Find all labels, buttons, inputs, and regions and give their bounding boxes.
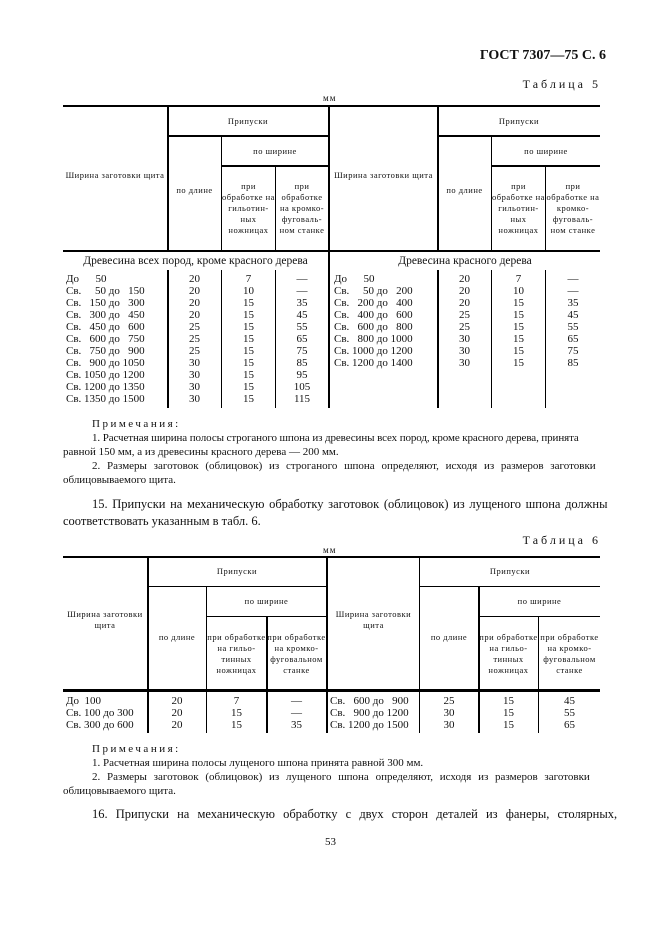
table-cell-range: До 100	[66, 695, 102, 707]
table-cell-range: Св. 1200 до 1350	[66, 381, 145, 393]
table6-notes-title: Примечания:	[92, 743, 181, 755]
paragraph-15-line1: 15. Припуски на механическую обработку заготовок (облицовок) из лущеного шпона должны	[92, 497, 608, 511]
table-cell-range: Св. 750 до 900	[66, 345, 145, 357]
page-number: 53	[325, 836, 336, 848]
table-cell-jointer: —	[291, 695, 302, 707]
table6-header-allowances-left: Припуски	[216, 566, 258, 576]
table-cell-length: 30	[189, 393, 200, 405]
table-cell-jointer: —	[296, 285, 308, 297]
table6-note1: 1. Расчетная ширина полосы лущеного шпона принята равной 300 мм.	[92, 757, 424, 769]
table6-header-width-left: Ширина заготовки щита	[67, 609, 143, 630]
table-cell-range: Св. 400 до 600	[334, 309, 413, 321]
table5-note1-line2: равной 150 мм, а из древесины красного дерева — 200 мм.	[63, 446, 339, 458]
table-cell-length: 30	[459, 357, 470, 369]
table5-header-length-left: по длине	[176, 184, 213, 195]
table-cell-jointer: 85	[296, 357, 308, 369]
document-header: ГОСТ 7307—75 С. 6	[479, 48, 606, 63]
table5-header-allowances-left: Припуски	[227, 115, 269, 126]
table6-header-guillotine-right: при обработке на гильо-тинных ножницах	[479, 631, 538, 675]
table-cell-jointer: 95	[296, 369, 308, 381]
table-cell-range: Св. 600 до 900	[330, 695, 409, 707]
table-cell-length: 30	[443, 707, 455, 719]
table-cell-range: Св. 50 до 200	[334, 285, 413, 297]
table-cell-length: 20	[459, 273, 470, 285]
table-cell-guillotine: 15	[243, 297, 254, 309]
table-cell-length: 25	[189, 321, 200, 333]
table-cell-length: 20	[459, 297, 470, 309]
table-cell-length: 20	[189, 309, 200, 321]
table-cell-guillotine: 15	[503, 719, 514, 731]
table5-group-title-right: Древесина красного дерева	[398, 255, 532, 267]
table-cell-jointer: 55	[296, 321, 308, 333]
table-cell-jointer: —	[567, 273, 579, 285]
table-cell-range: Св. 50 до 150	[66, 285, 145, 297]
table-cell-guillotine: 15	[231, 707, 242, 719]
table-cell-jointer: —	[296, 273, 308, 285]
table5-header-jointer-left: при обработке на кромко-фуговаль-ном станке	[279, 181, 325, 235]
table-cell-jointer: 85	[567, 357, 579, 369]
table6-header-length-right: по длине	[430, 631, 468, 642]
table-cell-range: Св. 800 до 1000	[334, 333, 413, 345]
table-cell-guillotine: 15	[513, 297, 524, 309]
table6-center-vline	[326, 557, 328, 733]
table-cell-jointer: 45	[564, 695, 575, 707]
table-cell-range: Св. 150 до 300	[66, 297, 145, 309]
table-cell-length: 25	[189, 333, 200, 345]
table5-note1-line1: 1. Расчетная ширина полосы строганого шпона из древесины всех пород, кроме красного дерева, принята	[92, 432, 579, 444]
table-cell-length: 20	[189, 273, 200, 285]
table-cell-jointer: 35	[567, 297, 579, 309]
table-cell-range: Св. 1200 до 1400	[334, 357, 413, 369]
table-cell-length: 20	[459, 285, 470, 297]
table-cell-guillotine: 15	[243, 381, 254, 393]
table5-header-width-right: Ширина заготовки щита	[334, 169, 433, 180]
table-cell-guillotine: 15	[513, 309, 524, 321]
table-cell-range: До 50	[66, 273, 107, 285]
table5-group-title-left: Древесина всех пород, кроме красного дерева	[83, 255, 308, 267]
table5-header-allowances-right: Припуски	[498, 115, 540, 126]
table-cell-jointer: 105	[293, 381, 311, 393]
table-cell-range: Св. 200 до 400	[334, 297, 413, 309]
table-cell-length: 20	[171, 695, 183, 707]
table-cell-length: 25	[189, 345, 200, 357]
table-cell-range: Св. 450 до 600	[66, 321, 145, 333]
table5-caption: Таблица 5	[522, 77, 601, 91]
table6-header-width-right: Ширина заготовки щита	[335, 609, 412, 630]
table-cell-jointer: —	[291, 707, 302, 719]
table-cell-guillotine: 15	[503, 695, 514, 707]
table-cell-guillotine: 15	[243, 369, 254, 381]
table-cell-length: 20	[189, 297, 200, 309]
table-cell-range: Св. 100 до 300	[66, 707, 134, 719]
table-cell-guillotine: 15	[513, 345, 524, 357]
table-cell-length: 20	[171, 719, 183, 731]
table5-note2-line1: 2. Размеры заготовок (облицовок) из строганого шпона определяют, исходя из размеров заготовки	[92, 460, 596, 472]
table-cell-length: 30	[459, 333, 470, 345]
table-cell-range: Св. 1350 до 1500	[66, 393, 145, 405]
table-cell-length: 30	[443, 719, 455, 731]
table-cell-length: 25	[459, 309, 470, 321]
table-cell-jointer: 65	[567, 333, 579, 345]
table6-header-bywidth-right: по ширине	[517, 596, 562, 606]
table-cell-range: Св. 300 до 600	[66, 719, 134, 731]
table-cell-guillotine: 7	[233, 695, 240, 707]
table-cell-jointer: 65	[296, 333, 308, 345]
table5-header-width-left: Ширина заготовки щита	[65, 169, 165, 180]
table-cell-jointer: 115	[293, 393, 311, 405]
table-cell-range: Св. 900 до 1200	[330, 707, 409, 719]
table5-header-length-right: по длине	[446, 184, 483, 195]
table5-header-bottom-rule	[63, 250, 600, 252]
table6-header-length-left: по длине	[158, 631, 196, 642]
table6-header-allowances-right: Припуски	[489, 566, 531, 576]
table-cell-length: 20	[171, 707, 183, 719]
table-cell-length: 30	[189, 381, 200, 393]
table-cell-guillotine: 15	[513, 357, 524, 369]
table-cell-guillotine: 10	[243, 285, 254, 297]
table-cell-guillotine: 15	[513, 321, 524, 333]
table6-note2-line1: 2. Размеры заготовок (облицовок) из лущеного шпона определяют, исходя из размеров заготовки	[92, 771, 590, 783]
table5-header-bywidth-right: по ширине	[524, 145, 568, 156]
paragraph-15-line2: соответствовать указанным в табл. 6.	[63, 514, 261, 528]
table-cell-guillotine: 15	[243, 321, 254, 333]
table-cell-guillotine: 7	[515, 273, 522, 285]
table-cell-range: Св. 300 до 450	[66, 309, 145, 321]
table5-unit: мм	[323, 93, 337, 103]
table-cell-range: Св. 1000 до 1200	[334, 345, 413, 357]
table-cell-guillotine: 7	[245, 273, 252, 285]
table-cell-jointer: 75	[567, 345, 579, 357]
table6-unit: мм	[323, 545, 337, 555]
table-cell-guillotine: 15	[503, 707, 514, 719]
table-cell-guillotine: 15	[243, 309, 254, 321]
table-cell-guillotine: 15	[231, 719, 242, 731]
table6-header-jointer-left: при обработке на кромко-фуговальном станке	[267, 631, 326, 675]
table-cell-guillotine: 15	[243, 345, 254, 357]
table5-header-bywidth-left: по ширине	[253, 145, 297, 156]
table-cell-guillotine: 15	[243, 357, 254, 369]
table-cell-range: Св. 600 до 800	[334, 321, 413, 333]
table-cell-jointer: 35	[296, 297, 308, 309]
table-cell-range: Св. 1050 до 1200	[66, 369, 145, 381]
table-cell-length: 20	[189, 285, 200, 297]
table-cell-jointer: 65	[564, 719, 575, 731]
table6-caption: Таблица 6	[522, 533, 601, 547]
table-cell-range: Св. 1200 до 1500	[330, 719, 409, 731]
table-cell-jointer: 55	[567, 321, 579, 333]
table6-header-bottom-rule	[63, 689, 600, 692]
table-cell-length: 25	[443, 695, 455, 707]
table-cell-range: До 50	[334, 273, 375, 285]
table-cell-length: 25	[459, 321, 470, 333]
table-cell-length: 30	[189, 369, 200, 381]
table5-note2-line2: облицовываемого щита.	[63, 474, 176, 486]
table-cell-guillotine: 15	[243, 333, 254, 345]
table6-header-bywidth-left: по ширине	[244, 596, 289, 606]
table-cell-guillotine: 10	[513, 285, 524, 297]
table6-header-jointer-right: при обработке на кромко-фуговальном станке	[540, 631, 599, 675]
table5-header-jointer-right: при обработке на кромко-фуговаль-ном станке	[546, 181, 600, 235]
table-cell-jointer: 45	[296, 309, 308, 321]
table-cell-length: 30	[459, 345, 470, 357]
table-cell-length: 30	[189, 357, 200, 369]
table-cell-jointer: 45	[567, 309, 579, 321]
table-cell-range: Св. 600 до 750	[66, 333, 145, 345]
table5-header-guillotine-left: при обработке на гильотин-ных ножницах	[222, 181, 275, 235]
table5-notes-title: Примечания:	[92, 418, 181, 430]
table-cell-range: Св. 900 до 1050	[66, 357, 145, 369]
table5-header-guillotine-right: при обработке на гильотин-ных ножницах	[492, 181, 545, 235]
table-cell-guillotine: 15	[243, 393, 254, 405]
table-cell-jointer: 75	[296, 345, 308, 357]
paragraph-16-line1: 16. Припуски на механическую обработку с двух сторон деталей из фанеры, столярных,	[92, 807, 618, 821]
table-cell-jointer: 55	[564, 707, 575, 719]
table-cell-guillotine: 15	[513, 333, 524, 345]
table-cell-jointer: 35	[291, 719, 302, 731]
table-cell-jointer: —	[567, 285, 579, 297]
table6-header-guillotine-left: при обработке на гильо-тинных ножницах	[207, 631, 266, 675]
table6-note2-line2: облицовываемого щита.	[63, 785, 176, 797]
